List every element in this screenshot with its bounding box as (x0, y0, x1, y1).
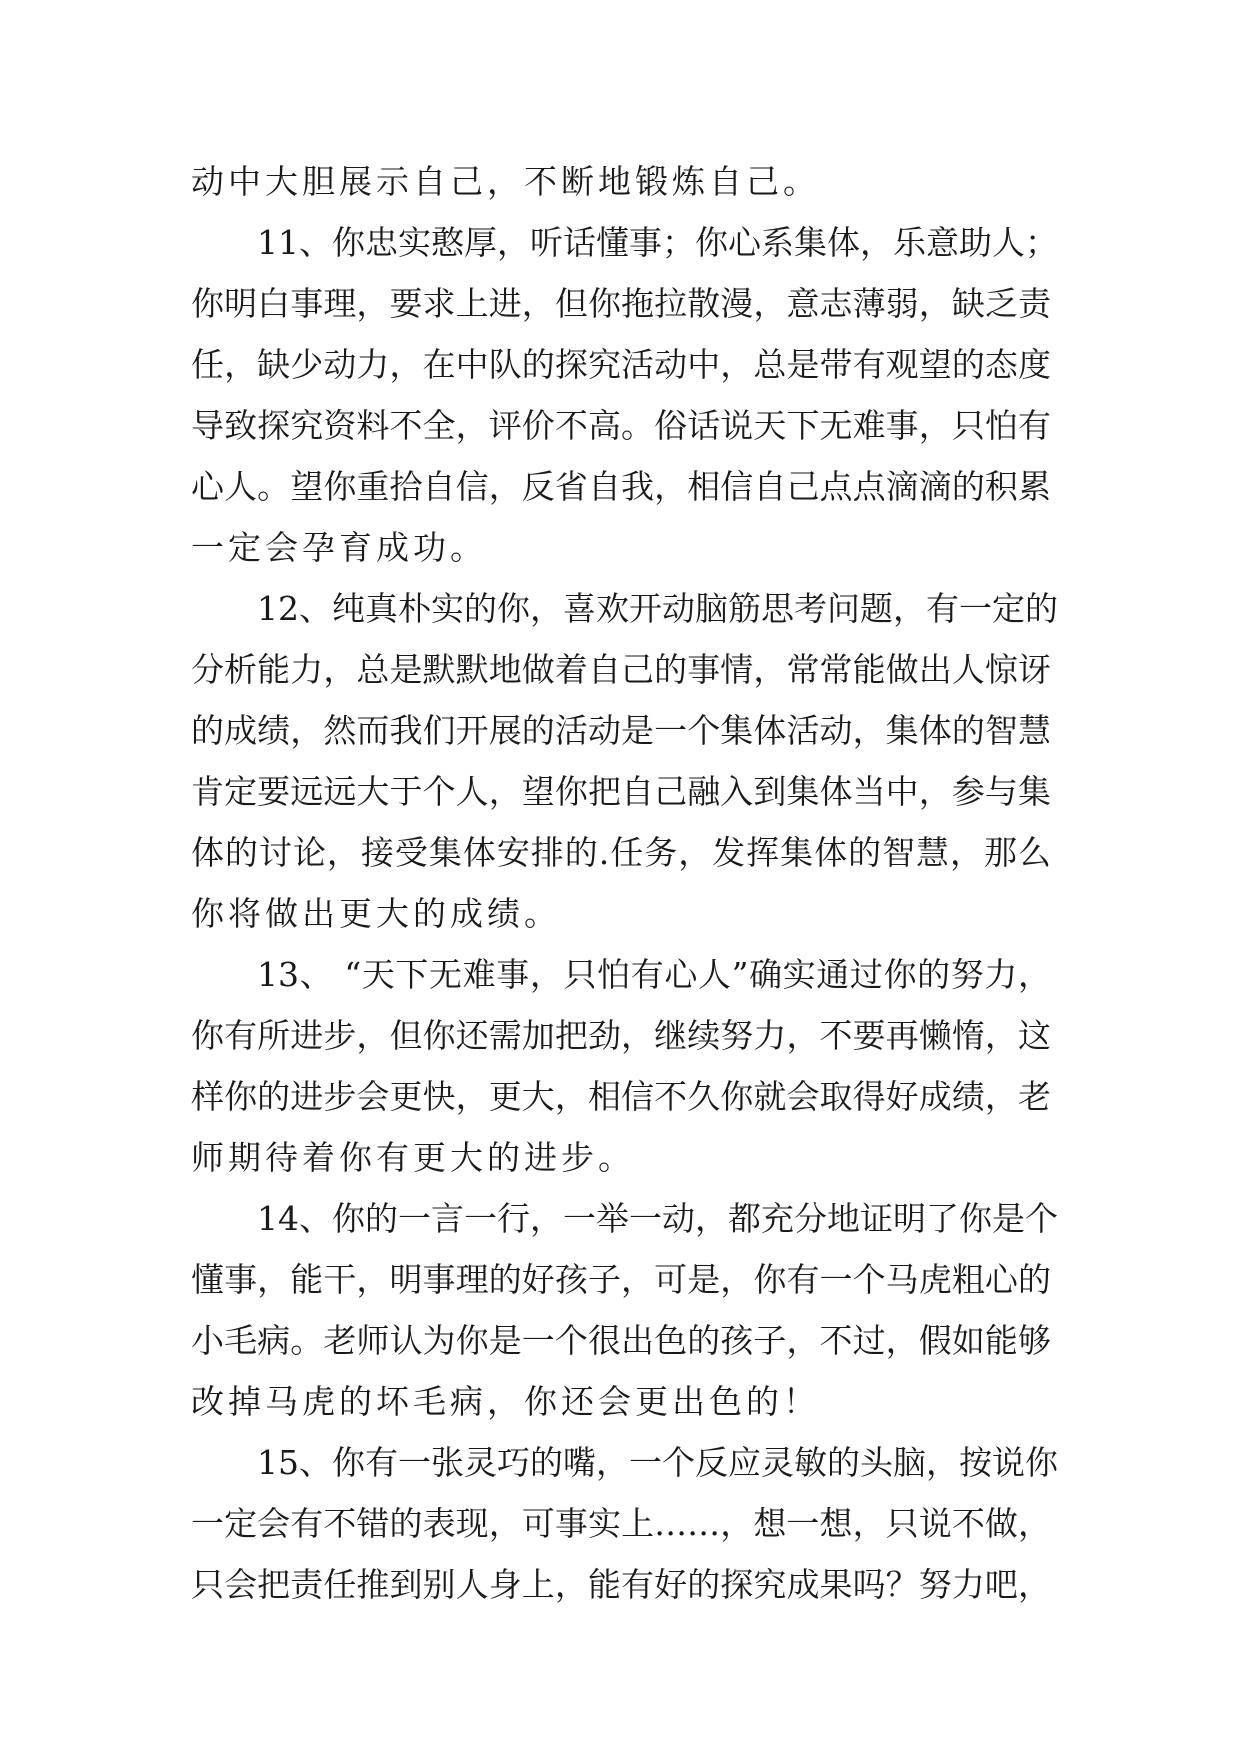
text-line: 15、你有一张灵巧的嘴，一个反应灵敏的头脑，按说你 (257, 1443, 1058, 1482)
text-line: 你将做出更大的成绩。 (191, 894, 561, 933)
text-line: 动中大胆展示自己，不断地锻炼自己。 (191, 162, 820, 201)
text-line: 你有所进步，但你还需加把劲，继续努力，不要再懒惰，这 (191, 1016, 1051, 1055)
text-line: 小毛病。老师认为你是一个很出色的孩子，不过，假如能够 (191, 1321, 1051, 1360)
text-line: 任，缺少动力，在中队的探究活动中，总是带有观望的态度 (191, 345, 1051, 384)
document-body (191, 151, 1058, 1615)
text-line: 一定会孕育成功。 (191, 528, 487, 567)
text-line: 懂事，能干，明事理的好孩子，可是，你有一个马虎粗心的 (191, 1260, 1051, 1299)
text-line: 14、你的一言一行，一举一动，都充分地证明了你是个 (257, 1199, 1058, 1238)
paragraph-13 (191, 944, 1051, 1188)
text-line: 12、纯真朴实的你，喜欢开动脑筋思考问题，有一定的 (257, 589, 1058, 628)
text-line: 师期待着你有更大的进步。 (191, 1138, 635, 1177)
text-line: 13、 “天下无难事，只怕有心人”确实通过你的努力， (257, 955, 1051, 994)
text-line: 体的讨论，接受集体安排的.任务，发挥集体的智慧，那么 (191, 833, 1051, 872)
text-line: 心人。望你重拾自信，反省自我，相信自己点点滴滴的积累 (191, 467, 1051, 506)
text-line: 导致探究资料不全，评价不高。俗话说天下无难事，只怕有 (191, 406, 1051, 445)
text-line: 肯定要远远大于个人，望你把自己融入到集体当中，参与集 (191, 772, 1051, 811)
text-line: 只会把责任推到别人身上，能有好的探究成果吗？努力吧， (191, 1565, 1051, 1604)
text-line: 改掉马虎的坏毛病，你还会更出色的！ (191, 1382, 820, 1421)
paragraph-15 (191, 1432, 1058, 1615)
paragraph-12 (191, 578, 1058, 944)
paragraph-14 (191, 1188, 1058, 1432)
text-line: 11、你忠实憨厚，听话懂事；你心系集体，乐意助人； (257, 223, 1058, 262)
text-line: 一定会有不错的表现，可事实上……，想一想，只说不做， (191, 1504, 1051, 1543)
text-line: 的成绩，然而我们开展的活动是一个集体活动，集体的智慧 (191, 711, 1051, 750)
paragraph-11 (191, 212, 1058, 578)
text-line: 样你的进步会更快，更大，相信不久你就会取得好成绩，老 (191, 1077, 1051, 1116)
text-line: 你明白事理，要求上进，但你拖拉散漫，意志薄弱，缺乏责 (191, 284, 1051, 323)
paragraph-10-continuation (191, 151, 1051, 212)
text-line: 分析能力，总是默默地做着自己的事情，常常能做出人惊讶 (191, 650, 1051, 689)
